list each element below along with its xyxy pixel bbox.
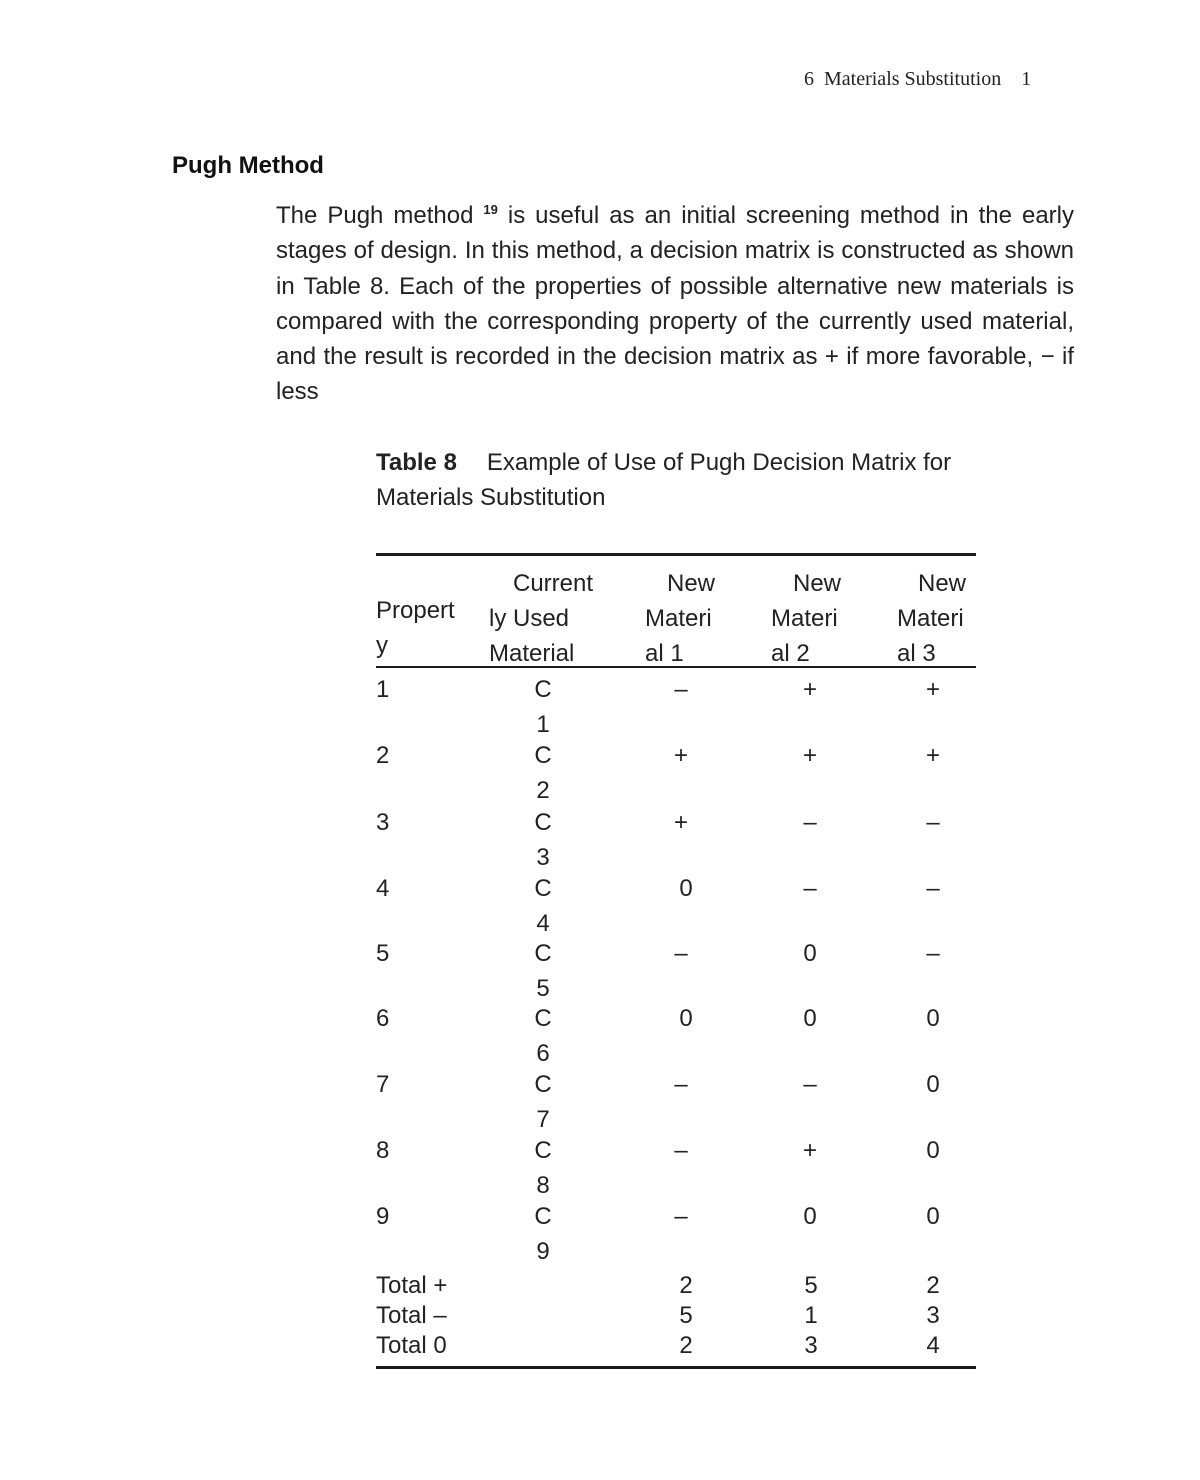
total-plus-label: Total + [376, 1272, 448, 1299]
total-zero-label: Total 0 [376, 1332, 447, 1359]
cell-new3: – [926, 875, 940, 902]
cell-property: 5 [376, 940, 390, 967]
cell-new1: + [673, 809, 688, 836]
cell-current-line: 3 [536, 844, 550, 871]
cell-new2: 0 [803, 1203, 817, 1230]
cell-current-line: 5 [536, 975, 550, 1002]
cell-current [528, 871, 558, 941]
section-title: Pugh Method [172, 152, 324, 179]
cell-current-line: 6 [536, 1040, 550, 1067]
cell-new3: 0 [926, 1071, 940, 1098]
cell-current-line: C [534, 875, 552, 902]
table-caption [376, 445, 1036, 515]
header-new-material-2 [771, 566, 871, 671]
total-minus-new3: 3 [926, 1302, 940, 1329]
header-line: Materi [645, 605, 712, 632]
cell-property: 3 [376, 809, 390, 836]
header-line: Propert [376, 597, 455, 624]
cell-property: 1 [376, 676, 390, 703]
cell-current [528, 1067, 558, 1137]
header-line: New [793, 570, 842, 597]
cell-current [528, 1199, 558, 1269]
cell-new1: – [674, 1071, 688, 1098]
table-caption-text: Example of Use of Pugh Decision Matrix for Materials Substitution [376, 449, 952, 511]
cell-new2: + [802, 1137, 817, 1164]
cell-current-line: C [534, 1137, 552, 1164]
cell-current [528, 738, 558, 808]
cell-current-line: 4 [536, 910, 550, 937]
matrix-body [376, 668, 976, 1366]
cell-new1: 0 [679, 875, 693, 902]
header-line: New [918, 570, 967, 597]
cell-current-line: 1 [536, 711, 550, 738]
cell-property: 9 [376, 1203, 390, 1230]
matrix-header-row [376, 556, 976, 668]
total-zero-new3: 4 [926, 1332, 940, 1359]
cell-new2: – [803, 875, 817, 902]
cell-new3: + [925, 742, 940, 769]
total-zero-new1: 2 [679, 1332, 693, 1359]
cell-current-line: C [534, 809, 552, 836]
cell-property: 2 [376, 742, 390, 769]
cell-new1: + [673, 742, 688, 769]
cell-current [528, 936, 558, 1006]
header-new-material-3 [897, 566, 977, 671]
total-minus-new1: 5 [679, 1302, 693, 1329]
cell-new1: – [674, 1203, 688, 1230]
table-label: Table 8 [376, 449, 457, 476]
total-zero-new2: 3 [804, 1332, 818, 1359]
cell-new1: 0 [679, 1005, 693, 1032]
header-line: ly Used [489, 605, 570, 632]
cell-current-line: C [534, 676, 552, 703]
cell-new3: 0 [926, 1137, 940, 1164]
cell-property: 4 [376, 875, 390, 902]
cell-current-line: C [534, 742, 552, 769]
cell-current [528, 672, 558, 742]
header-line: y [376, 632, 388, 659]
cell-new2: 0 [803, 940, 817, 967]
cell-new2: + [802, 742, 817, 769]
cell-new1: – [674, 676, 688, 703]
paragraph-text-start: The Pugh method [276, 202, 484, 229]
paragraph-text-rest: is useful as an initial screening method in the early stages of design. In this method, a decision matrix is constructed as shown in Table 8. Each of the properties of possible alternative new materials is compared with the corresponding property of the currently used material, and the result is recorded in the decision matrix as + if more favorable, − if less [276, 202, 1074, 406]
header-line: al 1 [645, 640, 684, 667]
cell-current [528, 805, 558, 875]
cell-new2: + [802, 676, 817, 703]
header-line: Materi [897, 605, 964, 632]
cell-new1: – [674, 940, 688, 967]
header-new-material-1 [645, 566, 745, 671]
cell-new3: + [925, 676, 940, 703]
cell-new2: 0 [803, 1005, 817, 1032]
cell-current [528, 1001, 558, 1071]
cell-new3: 0 [926, 1203, 940, 1230]
cell-property: 7 [376, 1071, 390, 1098]
body-paragraph [276, 198, 1074, 410]
cell-property: 8 [376, 1137, 390, 1164]
cell-new3: – [926, 809, 940, 836]
pugh-decision-matrix [376, 553, 976, 1369]
total-minus-new2: 1 [804, 1302, 818, 1329]
cell-current-line: 8 [536, 1172, 550, 1199]
cell-current-line: C [534, 940, 552, 967]
header-line: New [667, 570, 716, 597]
header-property [376, 593, 476, 663]
header-line: Material [489, 640, 575, 667]
cell-current-line: C [534, 1203, 552, 1230]
cell-new2: – [803, 1071, 817, 1098]
header-line: al 3 [897, 640, 936, 667]
total-plus-new2: 5 [804, 1272, 818, 1299]
total-minus-label: Total – [376, 1302, 447, 1329]
cell-current-line: 9 [536, 1238, 550, 1265]
total-plus-new1: 2 [679, 1272, 693, 1299]
cell-current-line: 7 [536, 1106, 550, 1133]
header-line: Current [513, 570, 594, 597]
cell-new2: – [803, 809, 817, 836]
cell-new3: 0 [926, 1005, 940, 1032]
cell-current-line: C [534, 1005, 552, 1032]
running-head: 6 Materials Substitution 1 [804, 68, 1032, 90]
cell-current [528, 1133, 558, 1203]
reference-superscript: 19 [483, 202, 498, 217]
cell-property: 6 [376, 1005, 390, 1032]
cell-current-line: 2 [536, 777, 550, 804]
header-current-material [489, 566, 609, 671]
cell-current-line: C [534, 1071, 552, 1098]
cell-new1: – [674, 1137, 688, 1164]
cell-new3: – [926, 940, 940, 967]
total-plus-new3: 2 [926, 1272, 940, 1299]
header-line: Materi [771, 605, 838, 632]
header-line: al 2 [771, 640, 810, 667]
